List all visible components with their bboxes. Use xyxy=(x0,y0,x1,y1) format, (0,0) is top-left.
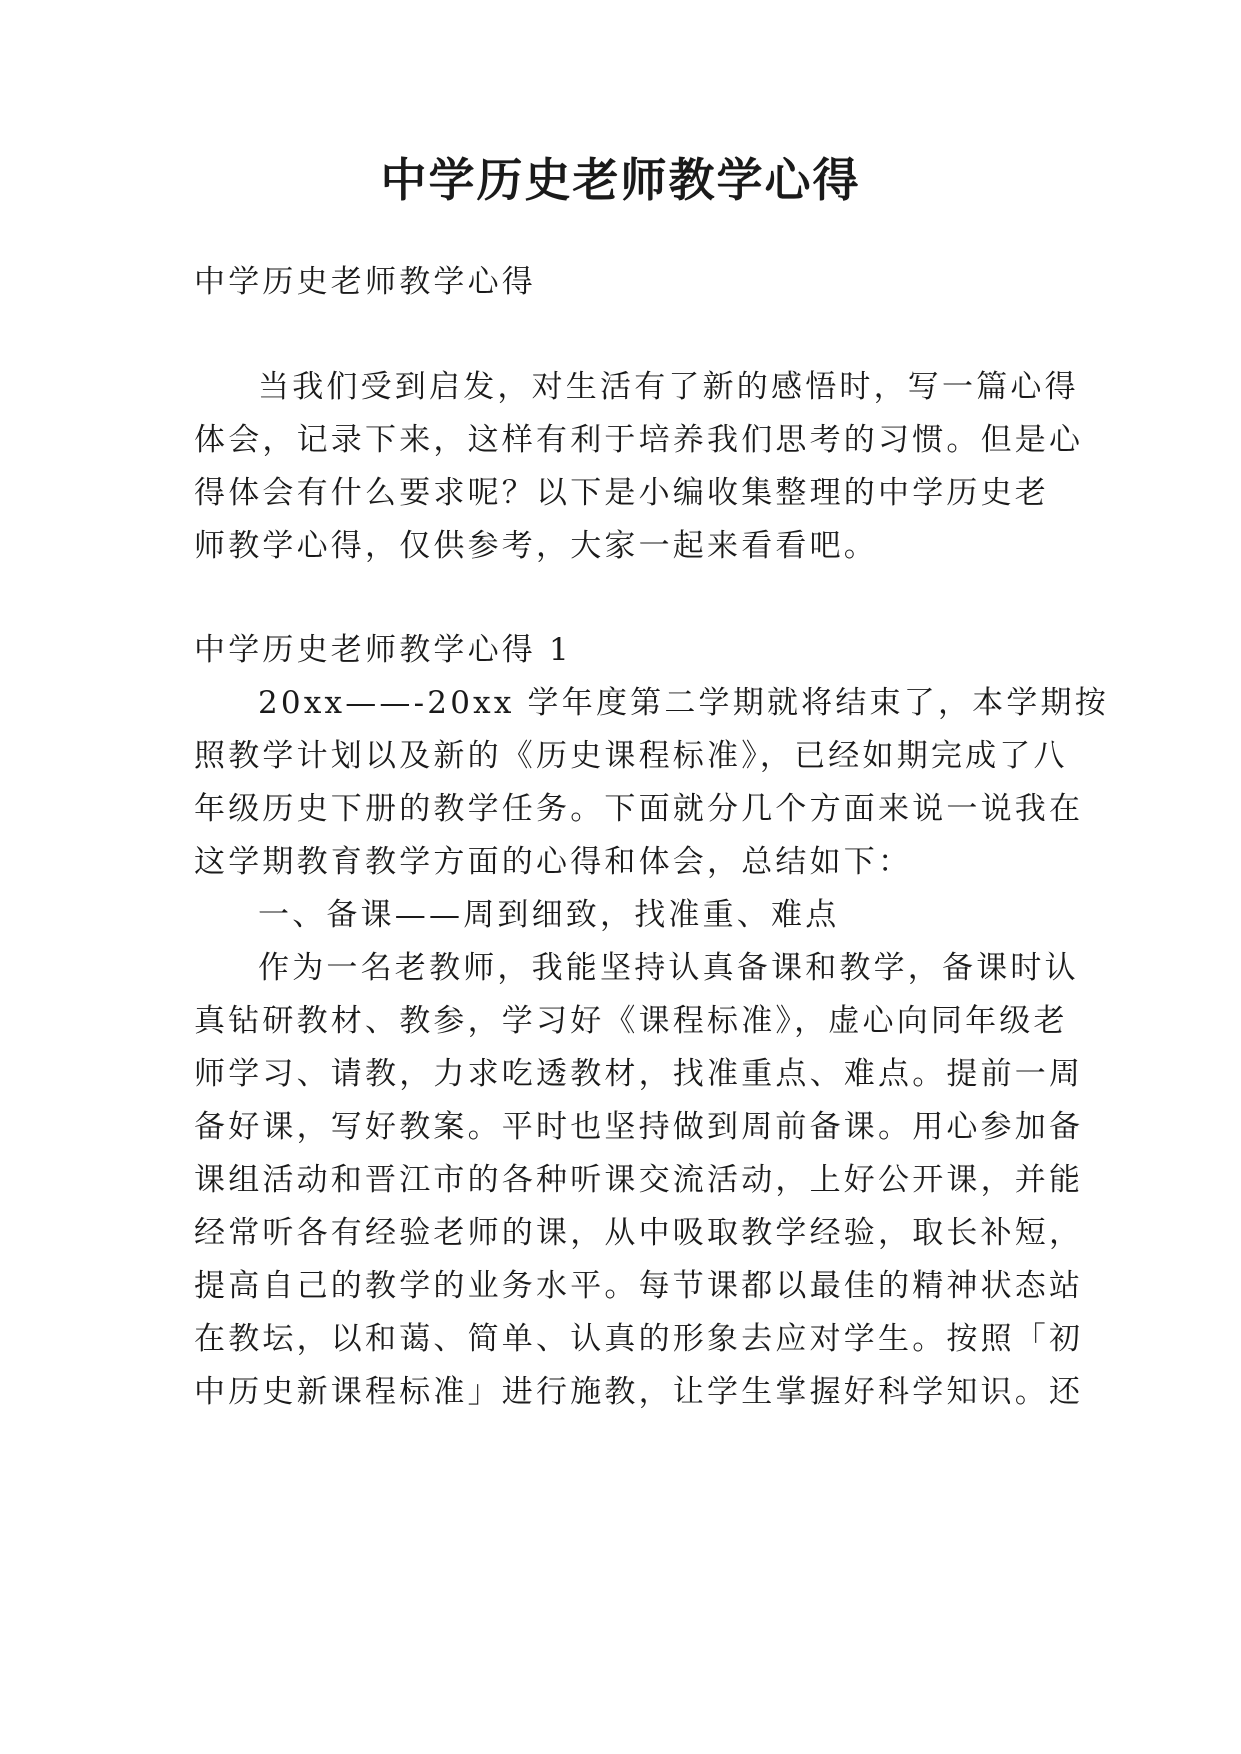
paragraph-line: 经常听各有经验老师的课，从中吸取教学经验，取长补短， xyxy=(194,1215,1084,1251)
document-title: 中学历史老师教学心得 xyxy=(380,153,861,207)
intro-line: 师教学心得，仅供参考，大家一起来看看吧。 xyxy=(194,528,878,564)
intro-line: 得体会有什么要求呢？以下是小编收集整理的中学历史老 xyxy=(194,475,1049,511)
paragraph-line: 照教学计划以及新的《历史课程标准》，已经如期完成了八 xyxy=(194,738,1068,774)
document-subtitle: 中学历史老师教学心得 xyxy=(194,264,536,300)
section-heading: 中学历史老师教学心得 1 xyxy=(194,632,572,668)
point-heading: 一、备课——周到细致，找准重、难点 xyxy=(258,897,840,933)
paragraph-line: 这学期教育教学方面的心得和体会，总结如下： xyxy=(194,844,913,880)
paragraph-line: 在教坛，以和蔼、简单、认真的形象去应对学生。按照「初 xyxy=(194,1321,1084,1357)
paragraph-line: 作为一名老教师，我能坚持认真备课和教学，备课时认 xyxy=(258,950,1079,986)
paragraph-line: 中历史新课程标准」进行施教，让学生掌握好科学知识。还 xyxy=(194,1374,1084,1410)
paragraph-line: 课组活动和晋江市的各种听课交流活动，上好公开课，并能 xyxy=(194,1162,1084,1198)
paragraph-line: 提高自己的教学的业务水平。每节课都以最佳的精神状态站 xyxy=(194,1268,1084,1304)
paragraph-line: 20xx——-20xx 学年度第二学期就将结束了，本学期按 xyxy=(258,685,1109,721)
paragraph-line: 备好课，写好教案。平时也坚持做到周前备课。用心参加备 xyxy=(194,1109,1084,1145)
intro-line: 当我们受到启发，对生活有了新的感悟时，写一篇心得 xyxy=(258,369,1079,405)
paragraph-line: 师学习、请教，力求吃透教材，找准重点、难点。提前一周 xyxy=(194,1056,1084,1092)
paragraph-line: 年级历史下册的教学任务。下面就分几个方面来说一说我在 xyxy=(194,791,1084,827)
paragraph-line: 真钻研教材、教参，学习好《课程标准》，虚心向同年级老 xyxy=(194,1003,1068,1039)
intro-line: 体会，记录下来，这样有利于培养我们思考的习惯。但是心 xyxy=(194,422,1084,458)
